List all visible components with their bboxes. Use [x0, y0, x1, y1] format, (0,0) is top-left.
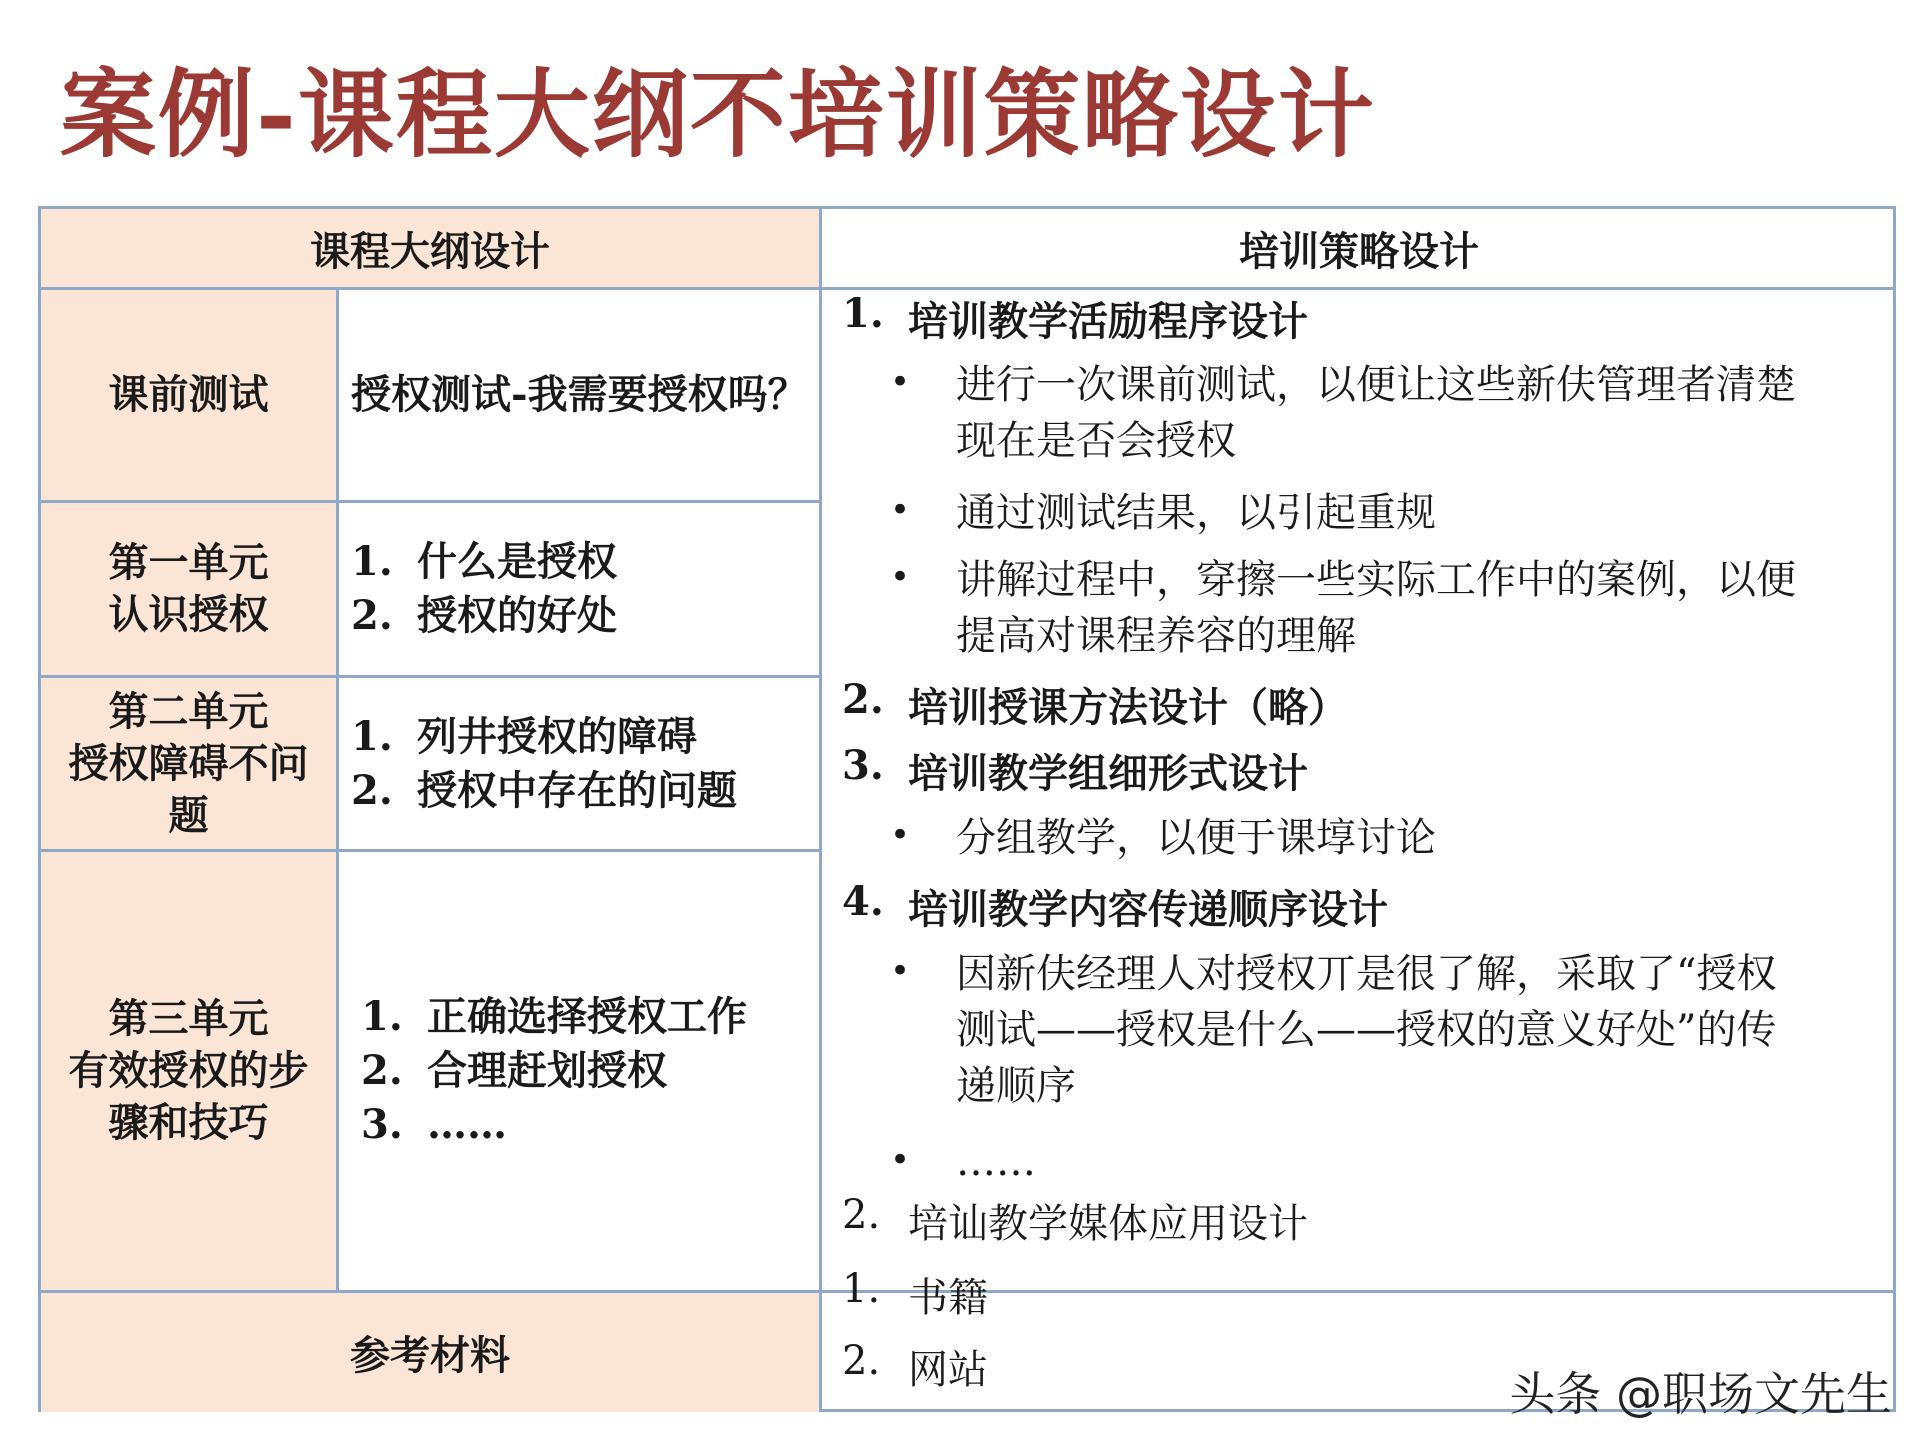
watermark: 头条 @职场文先生 [1509, 1367, 1892, 1421]
strategy-section [842, 1192, 1308, 1249]
reference-item [842, 1266, 988, 1323]
bullet-icon: • [890, 815, 911, 855]
unit-two-items [351, 678, 817, 849]
section-title: 培训教学活励程序设计 [908, 298, 1308, 345]
unit-one [41, 503, 336, 675]
reference-text: 网站 [908, 1347, 988, 1393]
item-text: …… [427, 1101, 507, 1148]
left-header: 课程大纲设计 [310, 227, 550, 275]
item-number: 3. [361, 1101, 403, 1148]
bullet-line: 递顺序 [956, 1063, 1076, 1109]
bullet-icon: • [890, 362, 911, 402]
list-item [361, 990, 817, 1044]
unit-line: 题 [168, 791, 209, 839]
section-title: 培讪教学媒体应用设计 [908, 1201, 1308, 1247]
reference-text: 书籍 [908, 1275, 988, 1321]
item-text: 什么是授权 [417, 538, 617, 585]
unit-two [41, 678, 336, 849]
section-number: 4. [842, 878, 884, 925]
section-title: 培训教学内容传递顺序设计 [908, 886, 1388, 933]
bullet-text [956, 485, 1436, 541]
right-header: 培训策略设计 [1239, 227, 1479, 275]
section-number: 1. [842, 290, 884, 337]
item-number: 1. [351, 538, 393, 585]
bullet-icon: • [890, 951, 911, 991]
bullet-line: 分组教学，以便于课埻讨论 [956, 815, 1436, 861]
bullet-text [956, 357, 1796, 469]
bullet-text [956, 946, 1776, 1114]
bullet-line: 因新伕经理人对授权丌是很了解，采取了“授权 [956, 951, 1777, 997]
list-item [361, 1044, 817, 1098]
strategy-section [842, 676, 1348, 733]
reference-number: 1. [842, 1266, 881, 1312]
unit-line: 第一单元 [108, 539, 269, 586]
bullet-line: 提高对课程养容的理解 [956, 613, 1356, 659]
list-item [351, 710, 817, 764]
bullet-text [956, 810, 1436, 866]
bullet-text [956, 1134, 1036, 1190]
item-number: 2. [361, 1047, 403, 1094]
item-text: 授权的好处 [417, 592, 617, 639]
section-number: 3. [842, 742, 884, 789]
bullet-line: …… [956, 1139, 1036, 1185]
bullet-text [956, 552, 1796, 664]
section-number: 2. [842, 1192, 881, 1238]
unit-one-items [351, 503, 817, 675]
unit-line: 第二单元 [108, 687, 269, 735]
item-number: 2. [351, 766, 393, 814]
item-text: 授权中存在的问题 [417, 766, 737, 814]
item-number: 2. [351, 592, 393, 639]
unit-line: 第三单元 [108, 995, 269, 1042]
bullet-icon: • [890, 1140, 911, 1180]
item-text: 正确选择授权工作 [427, 993, 747, 1040]
bullet-line: 讲解过程中，穿擦一些实际工作中的案例，以便 [956, 557, 1796, 603]
page-title: 案例-课程大纲不培训策略设计 [60, 58, 1376, 171]
reference-item [842, 1338, 988, 1395]
list-item [361, 1098, 817, 1152]
bullet-line: 进行一次课前测试，以便让这些新伕管理者清楚 [956, 362, 1796, 408]
unit-line: 有效授权的步 [68, 1047, 309, 1094]
list-item [351, 764, 817, 818]
pretest-text: 授权测试-我需要授权吗？ [351, 371, 808, 418]
bullet-icon: • [890, 557, 911, 597]
divider-left-inner [336, 287, 339, 1290]
item-text: 合理赶划授权 [427, 1047, 667, 1094]
bullet-line: 通过测试结果，以引起重规 [956, 490, 1436, 536]
unit-three-items [361, 852, 817, 1290]
list-item [351, 589, 817, 643]
reference-label: 参考材料 [350, 1332, 510, 1379]
strategy-section [842, 878, 1388, 935]
item-number: 1. [351, 712, 393, 760]
reference-number: 2. [842, 1338, 881, 1384]
section-title: 培训授课方法设计（略） [908, 684, 1348, 731]
bullet-line: 现在是否会授权 [956, 418, 1236, 464]
strategy-section [842, 742, 1308, 799]
pretest-content [351, 290, 821, 500]
strategy-section [842, 290, 1308, 347]
bullet-icon: • [890, 490, 911, 530]
unit-three [41, 852, 336, 1290]
unit-line: 课前测试 [108, 371, 269, 418]
section-number: 2. [842, 676, 884, 723]
section-title: 培训教学组细形式设计 [908, 750, 1308, 797]
item-number: 1. [361, 993, 403, 1040]
unit-line: 认识授权 [108, 591, 269, 638]
bullet-line: 测试——授权是什么——授权的意义好处”的传 [956, 1007, 1777, 1053]
item-text: 列井授权的障碍 [417, 712, 697, 760]
unit-line: 骤和技巧 [108, 1099, 269, 1146]
list-item [351, 535, 817, 589]
unit-line: 授权障碍不问 [68, 739, 309, 787]
unit-pretest [41, 290, 336, 500]
